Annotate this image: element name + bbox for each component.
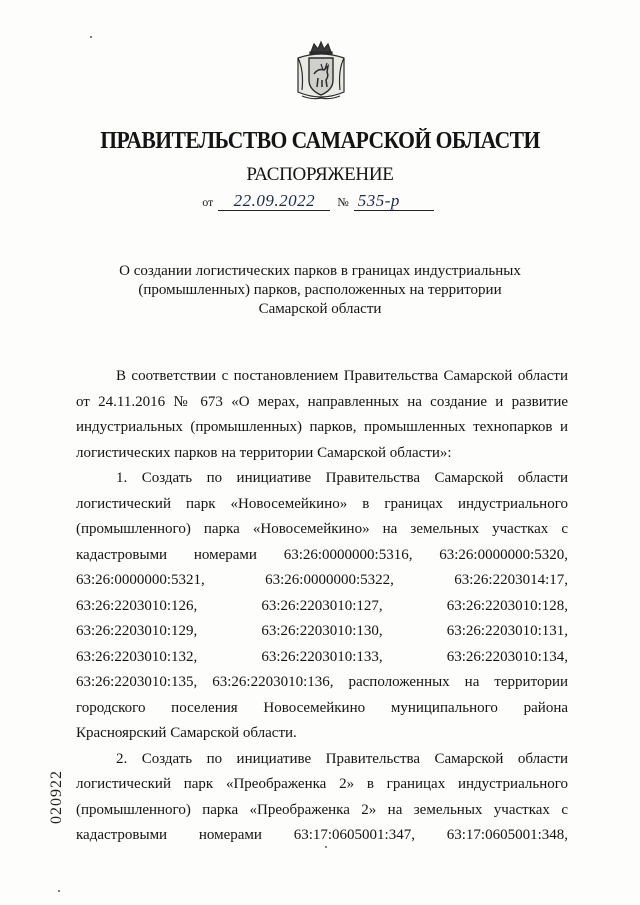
scan-speck — [325, 846, 327, 848]
preamble-paragraph: В соответствии с постановлением Правительства Самарской области от 24.11.2016 № 673 «О мерах, направленных на создание и развитие индустриальных (промышленных) парков, промышленных технопарков и логистических парков на территории Самарской области»: — [76, 368, 568, 461]
date-prefix: от — [202, 195, 214, 209]
margin-stamp-number: 020922 — [48, 770, 65, 824]
handwritten-number: 535-р — [354, 192, 434, 211]
subject-line: О создании логистических парков в границах индустриальных — [119, 263, 521, 279]
number-prefix: № — [337, 195, 349, 209]
organization-title: ПРАВИТЕЛЬСТВО САМАРСКОЙ ОБЛАСТИ — [100, 128, 540, 154]
item-2-paragraph: 2. Создать по инициативе Правительства Самарской области логистический парк «Преображенка 2» в границах индустриального (промышленного) парка «Преображенка 2» на земельных участках с кадастровыми номерами 63:17:0605001:347, 63:17:0605001:348, — [76, 750, 568, 843]
samara-coat-of-arms-icon — [294, 40, 348, 104]
document-type: РАСПОРЯЖЕНИЕ — [246, 164, 394, 185]
subject-line: Самарской области — [258, 301, 382, 317]
document-body — [76, 364, 568, 849]
scan-speck — [58, 890, 60, 892]
handwritten-date: 22.09.2022 — [218, 192, 330, 211]
scan-speck — [90, 36, 92, 38]
document-subject — [80, 262, 560, 319]
item-1-paragraph: 1. Создать по инициативе Правительства Самарской области логистический парк «Новосемейкино» в границах индустриального (промышленного) парка «Новосемейкино» на земельных участках с кадастровыми номерами 63:26:0000000:5316, 63:26:0000000:5320, 63:26:0000000:5321, 63:26:0000000:5322, 63:26:2203014:17, 63:26:2203010:126, 63:26:2203010:127, 63:26:2203010:128, 63:26:2203010:129, 63:26:2203010:130, 63:26:2203010:131, 63:26:2203010:132, 63:26:2203010:133, 63:26:2203010:134, 63:26:2203010:135, 63:26:2203010:136, расположенных на территории городского поселения Новосемейкино муниципального района Красноярский Самарской области. — [76, 470, 568, 741]
subject-line: (промышленных) парков, расположенных на территории — [138, 282, 502, 298]
date-number-line — [0, 192, 640, 211]
